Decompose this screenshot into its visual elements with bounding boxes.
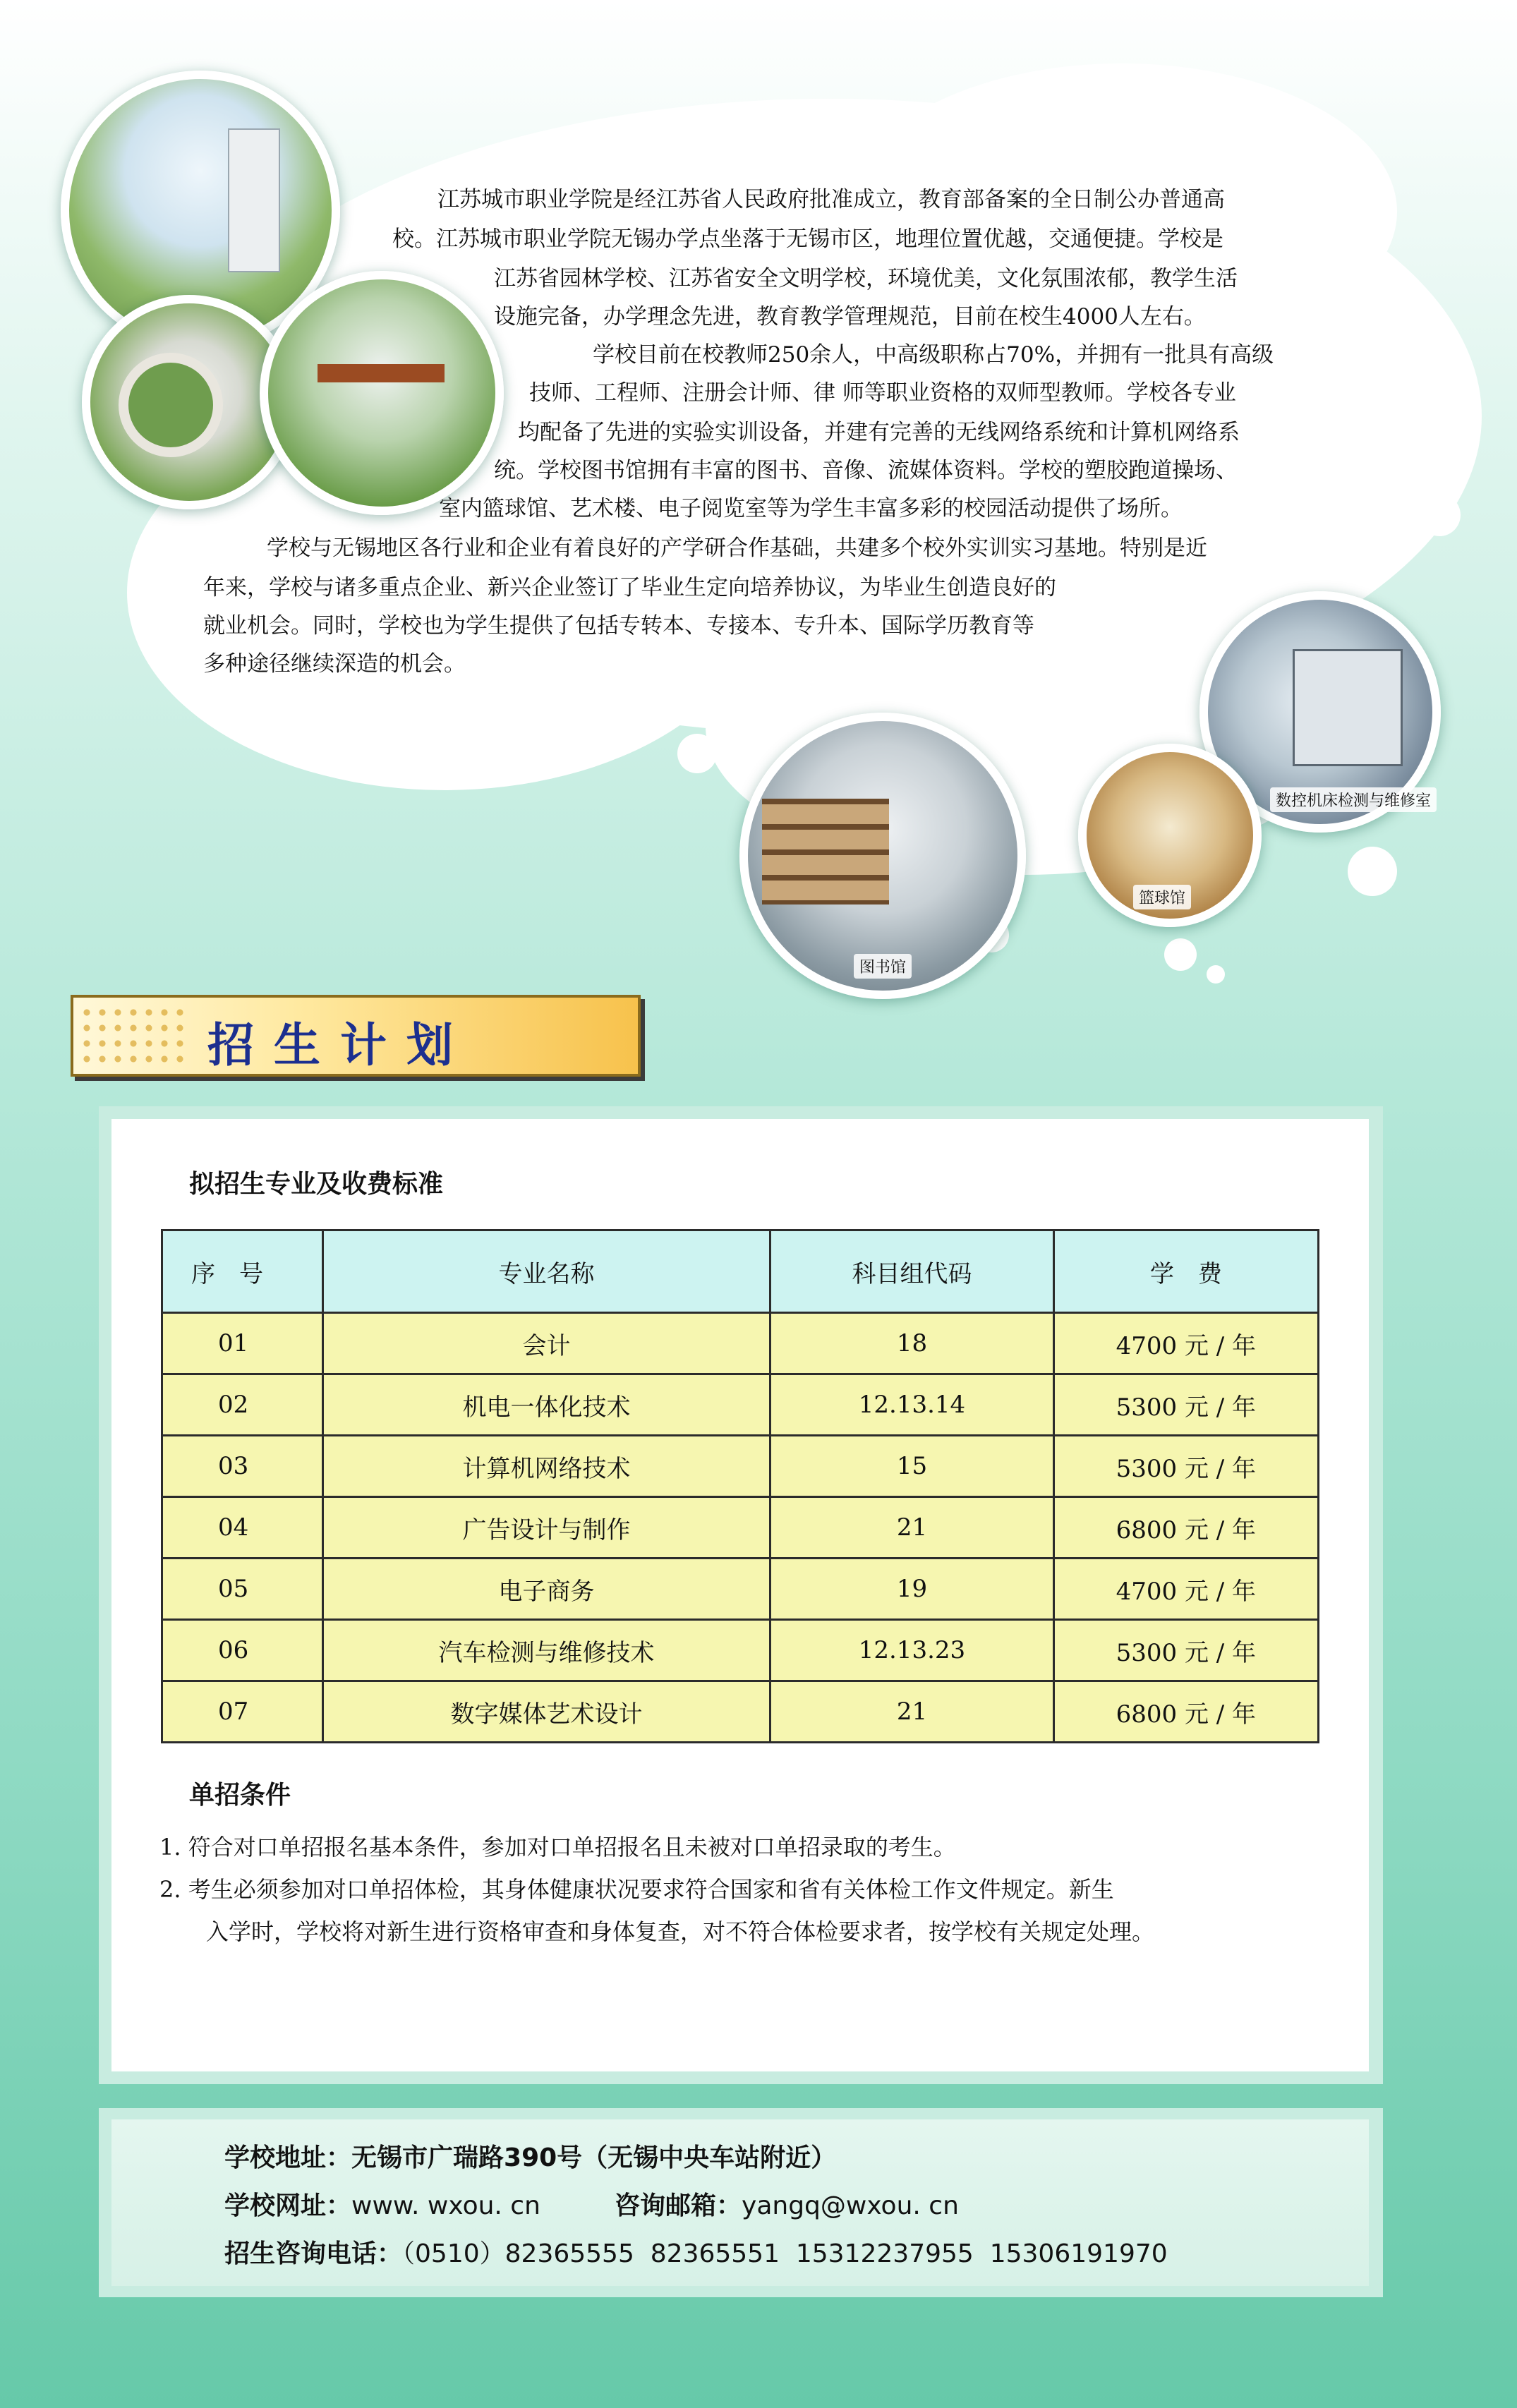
cell-index: 01	[162, 1313, 323, 1374]
cell-index: 06	[162, 1620, 323, 1681]
cell-fee: 6800 元 / 年	[1053, 1681, 1318, 1743]
intro-line: 年来，学校与诸多重点企业、新兴企业签订了毕业生定向培养协议，为毕业生创造良好的	[203, 575, 1056, 600]
cloud-bubble	[1164, 938, 1197, 971]
cell-code: 12.13.23	[770, 1620, 1053, 1681]
cnc-machine-shape	[1293, 649, 1403, 766]
campus-pergola-photo	[260, 271, 504, 515]
intro-line: 多种途径继续深造的机会。	[203, 651, 466, 677]
condition-line-1: 1. 符合对口单招报名基本条件，参加对口单招报名且未被对口单招录取的考生。	[159, 1834, 956, 1861]
cnc-lab-caption: 数控机床检测与维修室	[1270, 787, 1437, 812]
web-email-line	[224, 2186, 959, 2222]
cell-fee: 5300 元 / 年	[1053, 1374, 1318, 1436]
table-row	[162, 1436, 1319, 1497]
cell-code: 15	[770, 1436, 1053, 1497]
moon-gate-shape	[119, 353, 223, 457]
fees-table	[161, 1229, 1319, 1743]
address-label: 学校地址：	[224, 2143, 352, 2172]
bookshelf-shape	[762, 799, 889, 904]
intro-line: 技师、工程师、注册会计师、律 师等职业资格的双师型教师。学校各专业	[529, 380, 1236, 406]
table-header-row	[162, 1230, 1319, 1313]
cloud-bubble	[1348, 847, 1397, 896]
cell-fee: 6800 元 / 年	[1053, 1497, 1318, 1559]
cell-code: 12.13.14	[770, 1374, 1053, 1436]
building-shape	[228, 128, 280, 272]
address-value: 无锡市广瑞路390号（无锡中央车站附近）	[351, 2143, 837, 2172]
table-row	[162, 1374, 1319, 1436]
section-banner	[71, 995, 641, 1077]
cell-major: 电子商务	[322, 1559, 770, 1620]
cell-code: 19	[770, 1559, 1053, 1620]
cell-code: 18	[770, 1313, 1053, 1374]
intro-line: 就业机会。同时，学校也为学生提供了包括专转本、专接本、专升本、国际学历教育等	[203, 613, 1034, 639]
cell-major: 机电一体化技术	[322, 1374, 770, 1436]
cell-index: 03	[162, 1436, 323, 1497]
intro-line: 均配备了先进的实验实训设备，并建有完善的无线网络系统和计算机网络系	[518, 420, 1240, 445]
basketball-hall-caption: 篮球馆	[1133, 885, 1191, 909]
header-major: 专业名称	[322, 1230, 770, 1313]
cell-index: 02	[162, 1374, 323, 1436]
phone-line	[224, 2234, 1168, 2270]
cell-fee: 4700 元 / 年	[1053, 1313, 1318, 1374]
intro-line: 校。江苏城市职业学院无锡办学点坐落于无锡市区，地理位置优越，交通便捷。学校是	[392, 226, 1223, 252]
conditions-title: 单招条件	[189, 1781, 291, 1810]
address-line	[224, 2138, 836, 2174]
email-label: 咨询邮箱：	[615, 2191, 742, 2220]
header-code: 科目组代码	[770, 1230, 1053, 1313]
intro-line: 设施完备，办学理念先进，教育教学管理规范，目前在校生4000人左右。	[494, 304, 1206, 329]
table-row	[162, 1620, 1319, 1681]
website-label: 学校网址：	[224, 2191, 352, 2220]
cell-major: 计算机网络技术	[322, 1436, 770, 1497]
table-row	[162, 1313, 1319, 1374]
cell-major: 会计	[322, 1313, 770, 1374]
table-row	[162, 1559, 1319, 1620]
cell-index: 07	[162, 1681, 323, 1743]
header-index: 序 号	[162, 1230, 323, 1313]
intro-line: 学校与无锡地区各行业和企业有着良好的产学研合作基础，共建多个校外实训实习基地。特别是近	[267, 536, 1207, 561]
section-title: 招生计划	[207, 1018, 473, 1072]
banner-pattern	[79, 1005, 185, 1067]
condition-line-3: 入学时，学校将对新生进行资格审查和身体复查，对不符合体检要求者，按学校有关规定处理。	[206, 1918, 1155, 1945]
cell-major: 汽车检测与维修技术	[322, 1620, 770, 1681]
phone-numbers: （0510）82365555 82365551 15312237955 15306191970	[402, 2239, 1168, 2268]
cell-major: 数字媒体艺术设计	[322, 1681, 770, 1743]
website-link[interactable]: www. wxou. cn	[351, 2191, 540, 2220]
cell-code: 21	[770, 1681, 1053, 1743]
cell-code: 21	[770, 1497, 1053, 1559]
cell-fee: 4700 元 / 年	[1053, 1559, 1318, 1620]
email-link[interactable]: yangq@wxou. cn	[742, 2191, 959, 2220]
fees-subtitle: 拟招生专业及收费标准	[189, 1170, 444, 1199]
header-fee: 学 费	[1053, 1230, 1318, 1313]
table-row	[162, 1681, 1319, 1743]
cell-index: 05	[162, 1559, 323, 1620]
cell-fee: 5300 元 / 年	[1053, 1620, 1318, 1681]
intro-line: 统。学校图书馆拥有丰富的图书、音像、流媒体资料。学校的塑胶跑道操场、	[494, 458, 1238, 483]
cell-fee: 5300 元 / 年	[1053, 1436, 1318, 1497]
cloud-bubble	[677, 734, 717, 773]
cell-major: 广告设计与制作	[322, 1497, 770, 1559]
pergola-shape	[318, 364, 445, 382]
intro-line: 江苏省园林学校、江苏省安全文明学校，环境优美，文化氛围浓郁，教学生活	[494, 266, 1238, 291]
intro-line: 江苏城市职业学院是经江苏省人民政府批准成立，教育部备案的全日制公办普通高	[437, 187, 1225, 212]
intro-line: 室内篮球馆、艺术楼、电子阅览室等为学生丰富多彩的校园活动提供了场所。	[439, 496, 1183, 521]
condition-line-2: 2. 考生必须参加对口单招体检，其身体健康状况要求符合国家和省有关体检工作文件规定。新生	[159, 1876, 1114, 1903]
intro-line: 学校目前在校教师250余人，中高级职称占70%，并拥有一批具有高级	[593, 342, 1274, 368]
phone-label: 招生咨询电话：	[224, 2239, 403, 2268]
cloud-bubble	[1207, 965, 1225, 984]
library-caption: 图书馆	[854, 954, 912, 979]
table-row	[162, 1497, 1319, 1559]
cell-index: 04	[162, 1497, 323, 1559]
cloud-bubble	[1418, 494, 1461, 536]
